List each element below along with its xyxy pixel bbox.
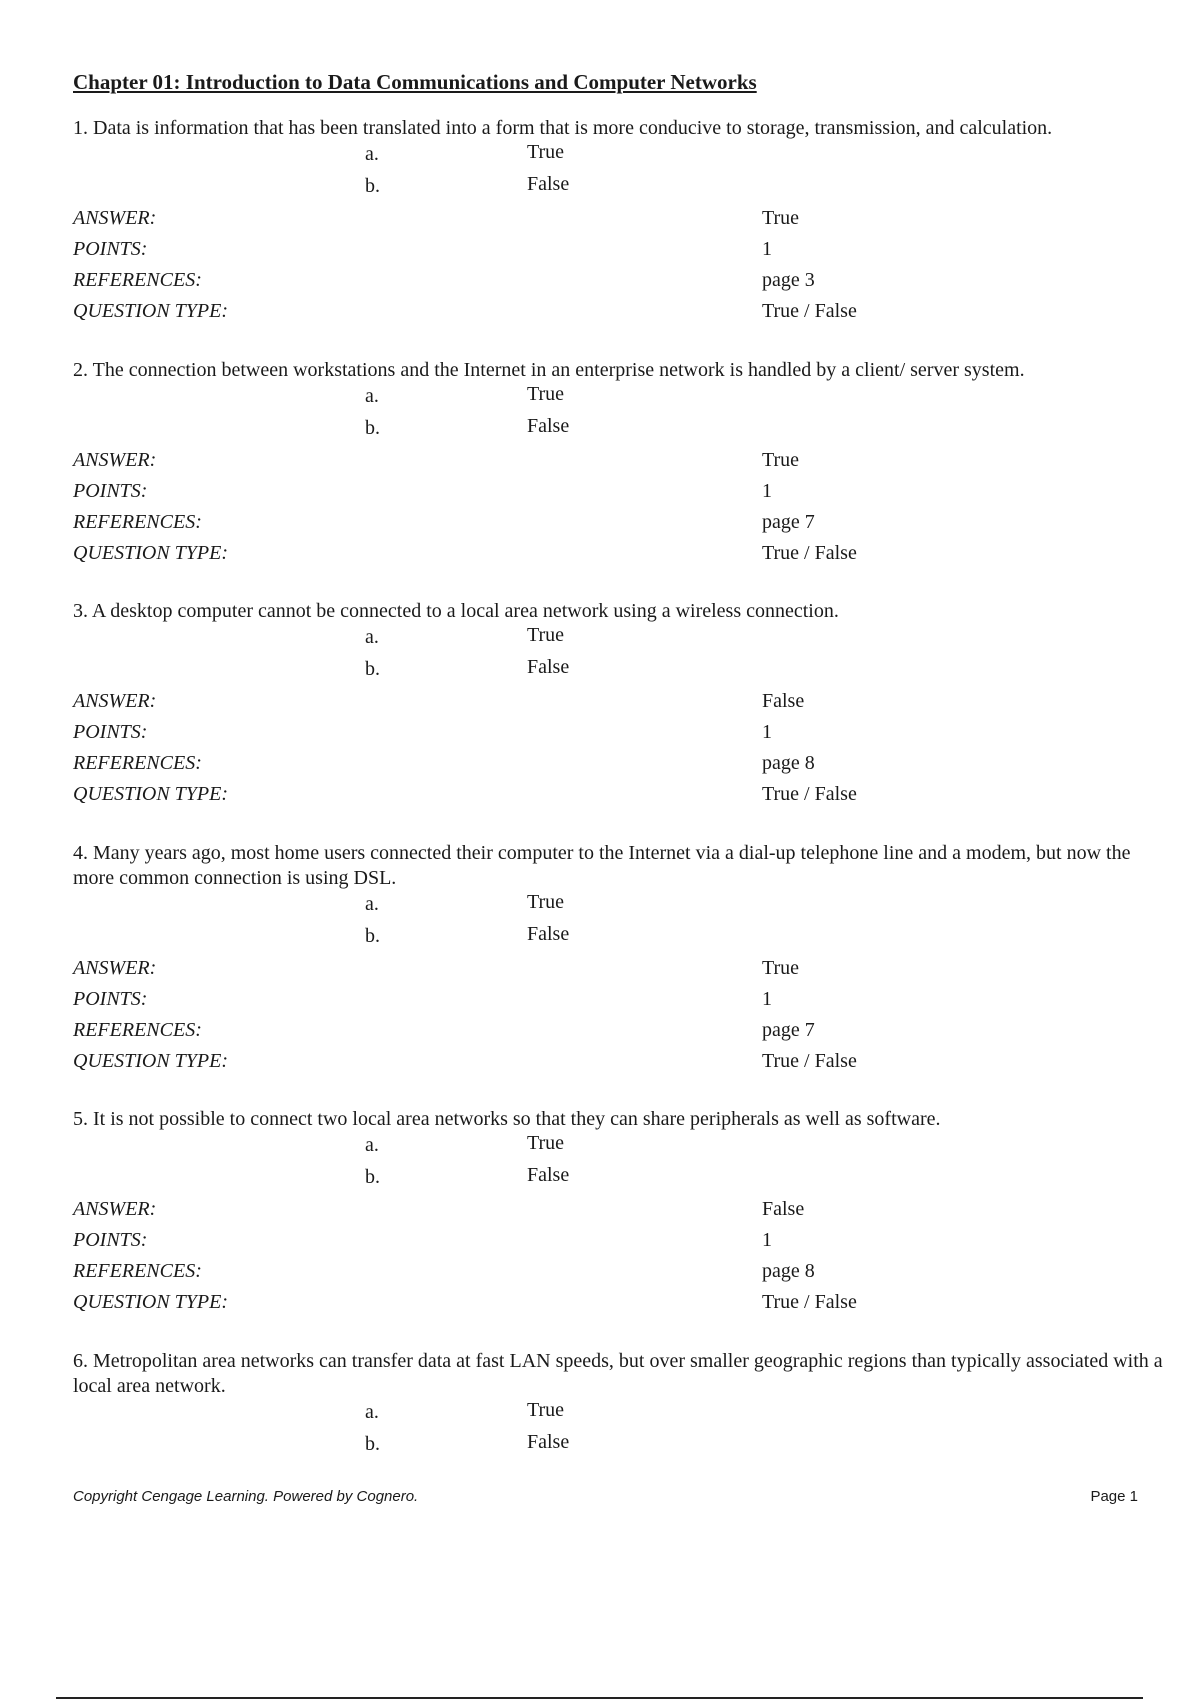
question-4 — [73, 841, 1163, 1079]
question-text: 2. The connection between workstations and the Internet in an enterprise network is handled by a client/ server system. — [73, 359, 1025, 381]
answer-label: ANSWER: — [73, 690, 157, 712]
option-letter: a. — [365, 1401, 379, 1423]
points-value: 1 — [762, 238, 772, 260]
question-text: 1. Data is information that has been translated into a form that is more conducive to storage, transmission, and calculation. — [73, 117, 1053, 139]
question-type-row — [73, 298, 1163, 329]
references-label: REFERENCES: — [73, 511, 202, 533]
references-value: page 7 — [762, 511, 815, 533]
points-label: POINTS: — [73, 988, 148, 1010]
question-type-row — [73, 781, 1163, 812]
answer-value: True — [762, 207, 800, 229]
references-row — [73, 509, 1163, 540]
option-letter: a. — [365, 893, 379, 915]
chapter-title: Chapter 01: Introduction to Data Communications and Computer Networks — [73, 70, 757, 94]
option-a — [73, 624, 1163, 656]
option-text: True — [527, 624, 565, 646]
footer-page-number: Page 1 — [1090, 1488, 1138, 1505]
option-letter: b. — [365, 175, 380, 197]
option-text: True — [527, 383, 565, 405]
references-label: REFERENCES: — [73, 1260, 202, 1282]
answer-label: ANSWER: — [73, 207, 157, 229]
answer-row — [73, 688, 1163, 719]
option-a — [73, 891, 1163, 923]
points-label: POINTS: — [73, 721, 148, 743]
points-value: 1 — [762, 480, 772, 502]
points-row — [73, 1227, 1163, 1258]
question-type-value: True / False — [762, 542, 857, 564]
points-row — [73, 986, 1163, 1017]
references-value: page 3 — [762, 269, 815, 291]
option-b — [73, 415, 1163, 447]
answer-value: True — [762, 957, 800, 979]
answer-value: False — [762, 690, 805, 712]
option-text: True — [527, 1399, 565, 1421]
option-b — [73, 1431, 1163, 1463]
option-letter: a. — [365, 385, 379, 407]
option-letter: a. — [365, 143, 379, 165]
option-text: True — [527, 1132, 565, 1154]
question-6 — [73, 1349, 1163, 1463]
references-value: page 8 — [762, 752, 815, 774]
answer-label: ANSWER: — [73, 1198, 157, 1220]
answer-label: ANSWER: — [73, 449, 157, 471]
option-letter: b. — [365, 925, 380, 947]
question-3 — [73, 599, 1163, 812]
option-b — [73, 173, 1163, 205]
references-label: REFERENCES: — [73, 752, 202, 774]
option-text: False — [527, 173, 570, 195]
page-divider — [56, 1697, 1143, 1699]
option-b — [73, 923, 1163, 955]
question-type-value: True / False — [762, 1291, 857, 1313]
option-text: False — [527, 656, 570, 678]
question-type-value: True / False — [762, 783, 857, 805]
option-text: True — [527, 891, 565, 913]
option-b — [73, 656, 1163, 688]
question-type-label: QUESTION TYPE: — [73, 1291, 229, 1313]
answer-row — [73, 1196, 1163, 1227]
option-letter: b. — [365, 658, 380, 680]
question-type-value: True / False — [762, 1050, 857, 1072]
option-letter: a. — [365, 626, 379, 648]
question-text: 3. A desktop computer cannot be connected to a local area network using a wireless connection. — [73, 600, 839, 622]
option-letter: b. — [365, 1433, 380, 1455]
points-value: 1 — [762, 1229, 772, 1251]
references-row — [73, 267, 1163, 298]
question-text: 4. Many years ago, most home users connected their computer to the Internet via a dial-up telephone line and a modem, but now the more common connection is using DSL. — [73, 842, 1131, 889]
answer-value: False — [762, 1198, 805, 1220]
points-value: 1 — [762, 988, 772, 1010]
option-a — [73, 141, 1163, 173]
points-label: POINTS: — [73, 1229, 148, 1251]
points-row — [73, 478, 1163, 509]
references-row — [73, 1258, 1163, 1289]
question-text: 6. Metropolitan area networks can transfer data at fast LAN speeds, but over smaller geographic regions than typically associated with a local area network. — [73, 1350, 1163, 1397]
points-row — [73, 719, 1163, 750]
references-label: REFERENCES: — [73, 1019, 202, 1041]
answer-row — [73, 205, 1163, 236]
question-type-value: True / False — [762, 300, 857, 322]
points-label: POINTS: — [73, 480, 148, 502]
option-b — [73, 1164, 1163, 1196]
references-label: REFERENCES: — [73, 269, 202, 291]
question-type-label: QUESTION TYPE: — [73, 1050, 229, 1072]
option-a — [73, 1132, 1163, 1164]
option-a — [73, 1399, 1163, 1431]
question-type-row — [73, 540, 1163, 571]
question-type-row — [73, 1289, 1163, 1320]
option-text: False — [527, 923, 570, 945]
option-text: False — [527, 415, 570, 437]
references-value: page 7 — [762, 1019, 815, 1041]
option-text: True — [527, 141, 565, 163]
question-type-label: QUESTION TYPE: — [73, 783, 229, 805]
question-type-label: QUESTION TYPE: — [73, 542, 229, 564]
references-row — [73, 750, 1163, 781]
references-row — [73, 1017, 1163, 1048]
answer-row — [73, 447, 1163, 478]
option-text: False — [527, 1431, 570, 1453]
answer-row — [73, 955, 1163, 986]
references-value: page 8 — [762, 1260, 815, 1282]
answer-value: True — [762, 449, 800, 471]
question-2 — [73, 358, 1163, 571]
points-row — [73, 236, 1163, 267]
option-text: False — [527, 1164, 570, 1186]
points-value: 1 — [762, 721, 772, 743]
question-5 — [73, 1107, 1163, 1320]
question-text: 5. It is not possible to connect two local area networks so that they can share peripherals as well as software. — [73, 1108, 941, 1130]
points-label: POINTS: — [73, 238, 148, 260]
option-letter: b. — [365, 417, 380, 439]
question-1 — [73, 116, 1163, 329]
option-a — [73, 383, 1163, 415]
footer-copyright: Copyright Cengage Learning. Powered by Cognero. — [73, 1488, 419, 1505]
question-type-label: QUESTION TYPE: — [73, 300, 229, 322]
option-letter: a. — [365, 1134, 379, 1156]
option-letter: b. — [365, 1166, 380, 1188]
answer-label: ANSWER: — [73, 957, 157, 979]
question-type-row — [73, 1048, 1163, 1079]
